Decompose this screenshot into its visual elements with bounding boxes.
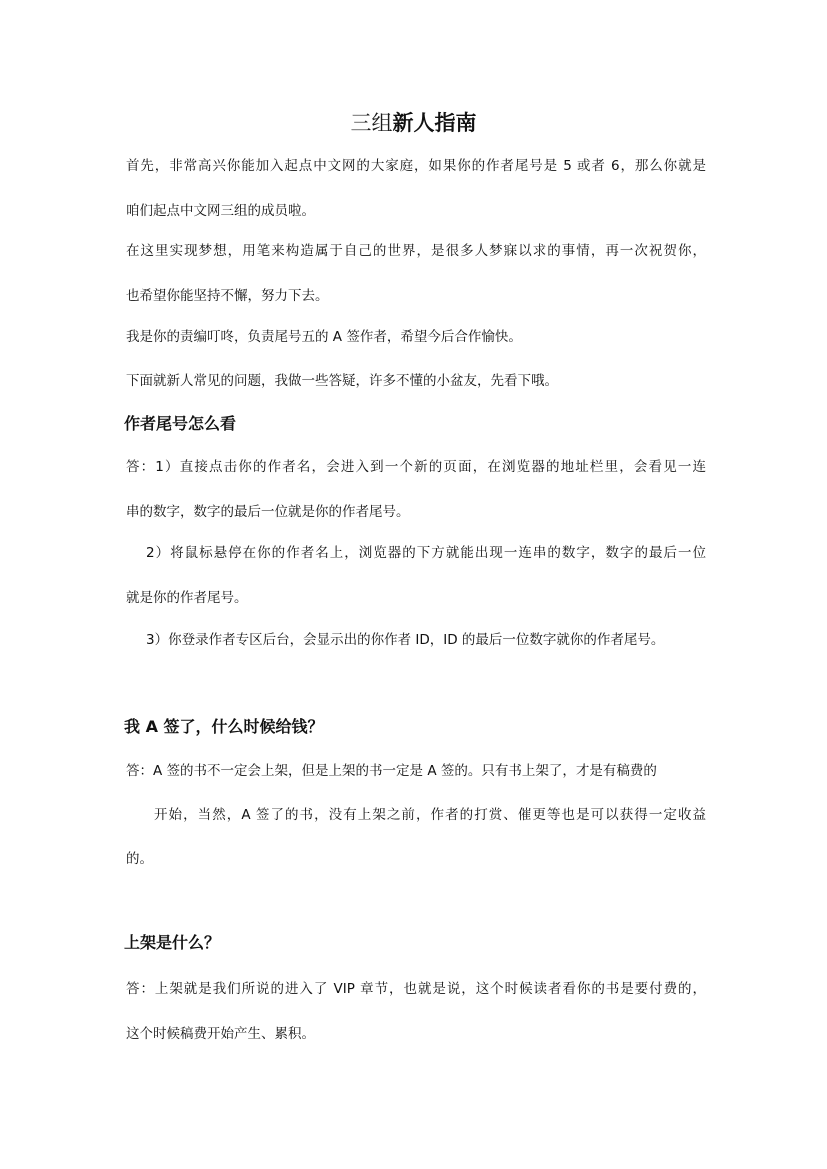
section-heading-a-sign-payment: 我 A 签了，什么时候给钱？ <box>124 717 324 736</box>
answer-line: 的。 <box>126 851 153 867</box>
answer-line: 答：上架就是我们所说的进入了 VIP 章节，也就是说，这个时候读者看你的书是要付费的， <box>126 981 706 997</box>
intro-line-1: 首先，非常高兴你能加入起点中文网的大家庭，如果你的作者尾号是 5 或者 6，那么你就是 <box>126 158 706 174</box>
page-title <box>0 108 827 138</box>
answer-line: 2）将鼠标悬停在你的作者名上，浏览器的下方就能出现一连串的数字，数字的最后一位 <box>146 545 706 561</box>
intro-line-6: 下面就新人常见的问题，我做一些答疑，许多不懂的小盆友，先看下哦。 <box>126 373 558 389</box>
intro-line-5: 我是你的责编叮咚，负责尾号五的 A 签作者，希望今后合作愉快。 <box>126 329 522 345</box>
section-heading-tail-number: 作者尾号怎么看 <box>124 414 237 433</box>
answer-line: 开始，当然，A 签了的书，没有上架之前，作者的打赏、催更等也是可以获得一定收益 <box>154 807 706 823</box>
answer-line: 这个时候稿费开始产生、累积。 <box>126 1026 315 1042</box>
intro-line-2: 咱们起点中文网三组的成员啦。 <box>126 203 315 219</box>
answer-line: 串的数字，数字的最后一位就是你的作者尾号。 <box>126 504 410 520</box>
answer-line: 答：1）直接点击你的作者名，会进入到一个新的页面，在浏览器的地址栏里，会看见一连 <box>126 459 706 475</box>
intro-line-3: 在这里实现梦想，用笔来构造属于自己的世界，是很多人梦寐以求的事情，再一次祝贺你， <box>126 243 706 259</box>
title-part-2: 新人指南 <box>392 111 477 135</box>
intro-line-4: 也希望你能坚持不懈，努力下去。 <box>126 288 329 304</box>
section-heading-what-is-listing: 上架是什么？ <box>124 933 221 952</box>
answer-line: 就是你的作者尾号。 <box>126 590 248 606</box>
answer-line: 3）你登录作者专区后台，会显示出的你作者 ID，ID 的最后一位数字就你的作者尾号。 <box>146 632 665 648</box>
title-part-1: 三组 <box>350 111 393 135</box>
answer-line: 答：A 签的书不一定会上架，但是上架的书一定是 A 签的。只有书上架了，才是有稿费的 <box>126 763 657 779</box>
